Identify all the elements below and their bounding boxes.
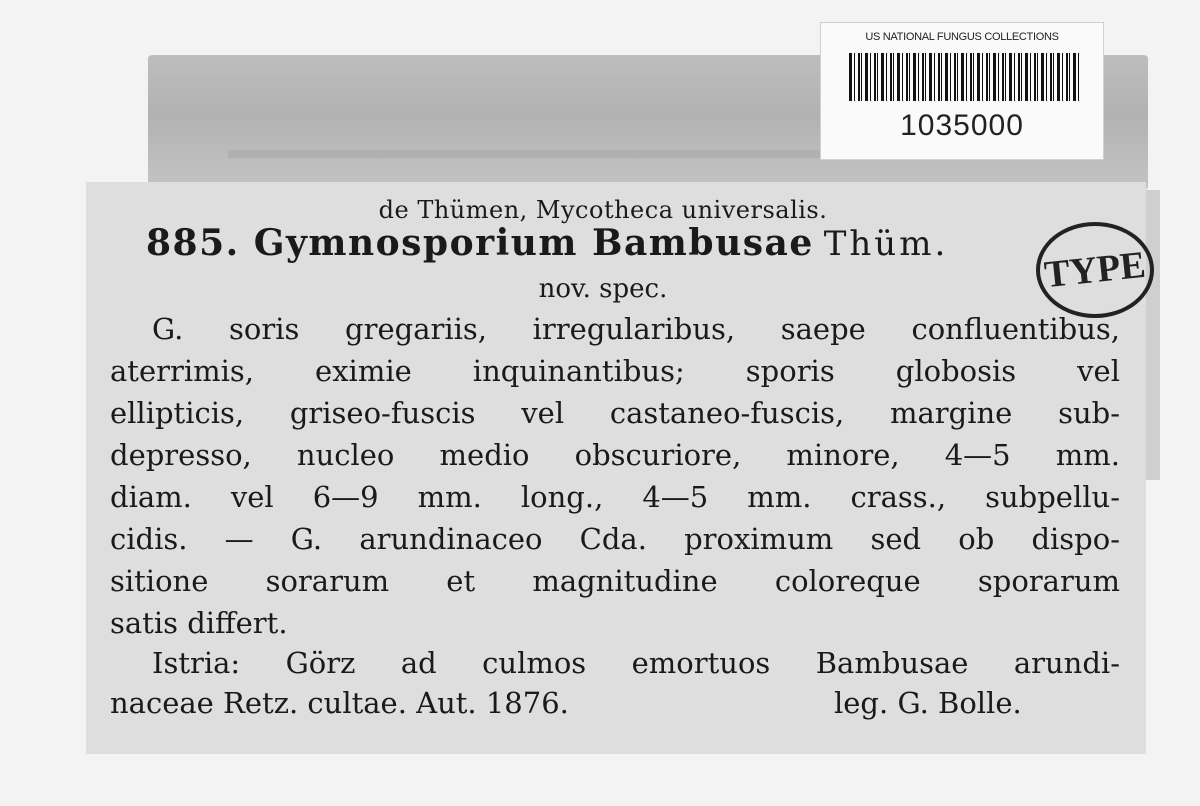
- locality-line: Istria: Görz ad culmos emortuos Bambusae arundi-: [152, 646, 1120, 680]
- description-line: depresso, nucleo medio obscuriore, minore, 4—5 mm.: [110, 438, 1120, 472]
- locality-line: naceae Retz. cultae. Aut. 1876.: [110, 686, 569, 720]
- barcode: [849, 53, 1081, 101]
- type-stamp: [1036, 222, 1154, 318]
- species-title: [146, 222, 948, 264]
- description-line: G. soris gregariis, irregularibus, saepe confluentibus,: [152, 312, 1120, 346]
- species-status: nov. spec.: [538, 274, 668, 304]
- collector: leg. G. Bolle.: [834, 686, 1022, 720]
- description-line: sitione sorarum et magnitudine coloreque sporarum: [110, 564, 1120, 598]
- species-name: 885. Gymnosporium Bambusae: [146, 222, 814, 264]
- description-line: ellipticis, griseo-fuscis vel castaneo-fuscis, margine sub-: [110, 396, 1120, 430]
- type-stamp-text: TYPE: [1042, 243, 1148, 297]
- catalog-number: 1035000: [900, 109, 1024, 142]
- collection-name: US NATIONAL FUNGUS COLLECTIONS: [865, 31, 1059, 43]
- exsiccata-title: de Thümen, Mycotheca universalis.: [378, 196, 828, 224]
- description-line: aterrimis, eximie inquinantibus; sporis globosis vel: [110, 354, 1120, 388]
- specimen-label: [86, 182, 1146, 754]
- description-line: diam. vel 6—9 mm. long., 4—5 mm. crass., subpellu-: [110, 480, 1120, 514]
- barcode-label: [820, 22, 1104, 160]
- species-author: Thüm.: [823, 224, 949, 264]
- description-line: cidis. — G. arundinaceo Cda. proximum sed ob dispo-: [110, 522, 1120, 556]
- description-line: satis differt.: [110, 606, 288, 640]
